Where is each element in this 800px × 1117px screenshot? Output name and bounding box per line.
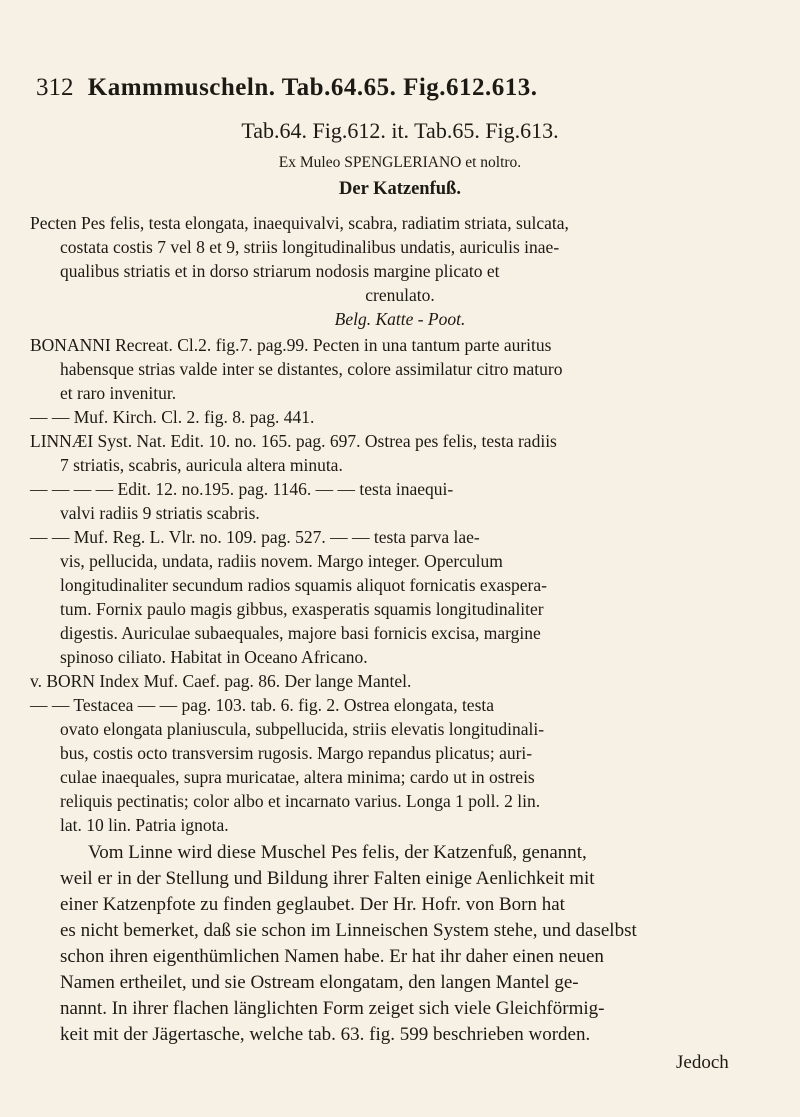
- reference-line: — — Muf. Reg. L. Vlr. no. 109. pag. 527. — — testa parva lae-: [30, 527, 480, 547]
- running-title: Kammmuscheln. Tab.64.65. Fig.612.613.: [87, 74, 538, 101]
- dutch-name: Belg. Katte - Poot.: [334, 309, 466, 329]
- page-number: 312: [36, 74, 74, 101]
- body-text-line: einer Katzenpfote zu finden geglaubet. Der Hr. Hofr. von Born hat: [60, 894, 565, 915]
- reference-line: — — — — Edit. 12. no.195. pag. 1146. — — testa inaequi-: [30, 479, 454, 499]
- body-text-line: nannt. In ihrer flachen länglichten Form zeiget sich viele Gleichförmig-: [60, 998, 605, 1019]
- body-text-line: Namen ertheilet, und sie Ostream elongatam, den langen Mantel ge-: [60, 972, 579, 993]
- reference-line: reliquis pectinatis; color albo et incarnato varius. Longa 1 poll. 2 lin.: [60, 791, 541, 811]
- species-common-name: Der Katzenfuß.: [339, 179, 461, 199]
- source-line: Ex Muleo SPENGLERIANO et noltro.: [278, 154, 522, 171]
- diagnosis-line: crenulato.: [365, 285, 435, 305]
- reference-line: LINNÆI Syst. Nat. Edit. 10. no. 165. pag. 697. Ostrea pes felis, testa radiis: [30, 431, 557, 451]
- body-text-line: schon ihren eigenthümlichen Namen habe. Er hat ihr daher einen neuen: [60, 946, 604, 967]
- diagnosis-line: Pecten Pes felis, testa elongata, inaequivalvi, scabra, radiatim striata, sulcata,: [30, 213, 569, 233]
- reference-line: valvi radiis 9 striatis scabris.: [60, 503, 260, 523]
- reference-line: habensque strias valde inter se distantes, colore assimilatur citro maturo: [60, 359, 563, 379]
- reference-line: lat. 10 lin. Patria ignota.: [60, 815, 229, 835]
- reference-line: tum. Fornix paulo magis gibbus, exasperatis squamis longitudinaliter: [60, 599, 544, 619]
- diagnosis-line: costata costis 7 vel 8 et 9, striis longitudinalibus undatis, auriculis inae-: [60, 237, 560, 257]
- plate-reference: Tab.64. Fig.612. it. Tab.65. Fig.613.: [241, 118, 559, 143]
- body-text-line: keit mit der Jägertasche, welche tab. 63. fig. 599 beschrieben worden.: [60, 1024, 591, 1045]
- reference-line: BONANNI Recreat. Cl.2. fig.7. pag.99. Pecten in una tantum parte auritus: [30, 335, 552, 355]
- reference-line: spinoso ciliato. Habitat in Oceano Africano.: [60, 647, 368, 667]
- reference-line: vis, pellucida, undata, radiis novem. Margo integer. Operculum: [60, 551, 503, 571]
- body-text-line: Vom Linne wird diese Muschel Pes felis, der Katzenfuß, genannt,: [88, 842, 587, 863]
- reference-line: — — Muf. Kirch. Cl. 2. fig. 8. pag. 441.: [30, 407, 315, 427]
- catchword: Jedoch: [676, 1052, 729, 1073]
- reference-line: longitudinaliter secundum radios squamis aliquot fornicatis exaspera-: [60, 575, 547, 595]
- reference-line: — — Testacea — — pag. 103. tab. 6. fig. 2. Ostrea elongata, testa: [30, 695, 495, 715]
- reference-line: v. BORN Index Muf. Caef. pag. 86. Der lange Mantel.: [30, 671, 412, 691]
- reference-line: digestis. Auriculae subaequales, majore basi fornicis excisa, margine: [60, 623, 541, 643]
- reference-line: bus, costis octo transversim rugosis. Margo repandus plicatus; auri-: [60, 743, 533, 763]
- body-text-line: weil er in der Stellung und Bildung ihrer Falten einige Aenlichkeit mit: [60, 868, 595, 889]
- body-text-line: es nicht bemerket, daß sie schon im Linneischen System stehe, und daselbst: [60, 920, 637, 941]
- reference-line: ovato elongata planiuscula, subpellucida, striis elevatis longitudinali-: [60, 719, 545, 739]
- reference-line: culae inaequales, supra muricatae, altera minima; cardo ut in ostreis: [60, 767, 535, 787]
- diagnosis-line: qualibus striatis et in dorso striarum nodosis margine plicato et: [60, 261, 500, 281]
- reference-line: et raro invenitur.: [60, 383, 177, 403]
- page-header: [36, 74, 736, 102]
- reference-line: 7 striatis, scabris, auricula altera minuta.: [60, 455, 343, 475]
